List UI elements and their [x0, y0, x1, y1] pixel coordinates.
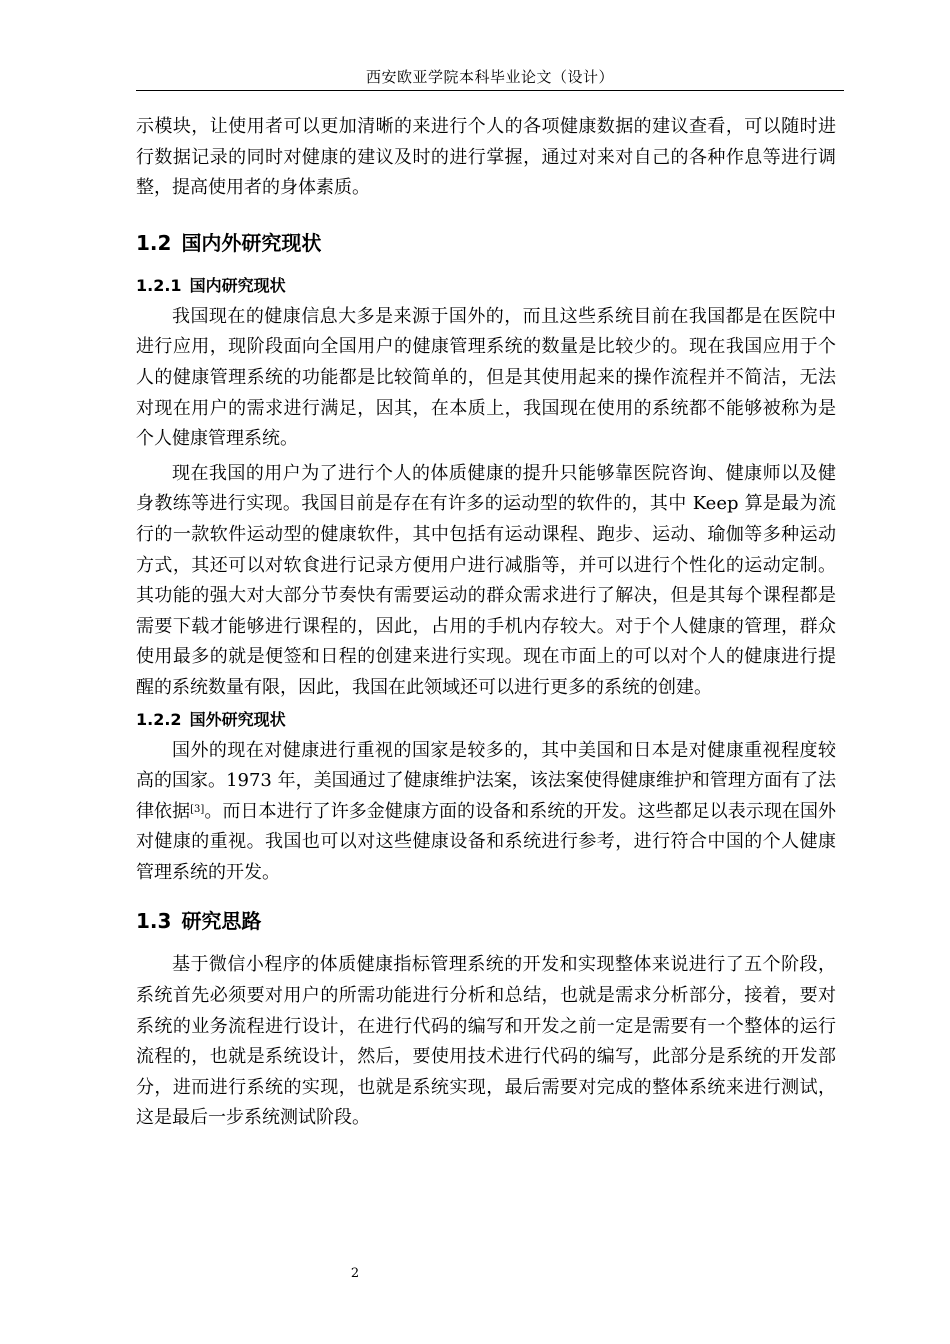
foreign-research-text-a: 国外的现在对健康进行重视的国家是较多的，其中美国和日本是对健康重视程度较高的国家。1973 年，美国通过了健康维护法案，该法案使得健康维护和管理方面有了法律依据 [136, 739, 836, 822]
domestic-research-paragraph-1: 我国现在的健康信息大多是来源于国外的，而且这些系统目前在我国都是在医院中进行应用，现阶段面向全国用户的健康管理系统的数量是比较少的。现在我国应用于个人的健康管理系统的功能都是比较简单的，但是其使用起来的操作流程并不简洁，无法对现在用户的需求进行满足，因其，在本质上，我国现在使用的系统都不能够被称为是个人健康管理系统。 [136, 305, 836, 450]
subsection-number: 1.2.1 [136, 275, 182, 295]
page-number: 2 [350, 1266, 360, 1281]
domestic-research-paragraph-2: 现在我国的用户为了进行个人的体质健康的提升只能够靠医院咨询、健康师以及健身教练等进行实现。我国目前是存在有许多的运动型的软件的，其中 Keep 算是最为流行的一款软件运动型的健康软件，其中包括有运动课程、跑步、运动、瑜伽等多种运动方式，其还可以对软食进行记录方便用户进行减脂等，并可以进行个性化的运动定制。其功能的强大对大部分节奏快有需要运动的群众需求进行了解决，但是其每个课程都是需要下载才能够进行课程的，因此，占用的手机内存较大。对于个人健康的管理，群众使用最多的就是便签和日程的创建来进行实现。现在市面上的可以对个人的健康进行提醒的系统数量有限，因此，我国在此领域还可以进行更多的系统的创建。 [136, 462, 836, 698]
section-heading-1-2 [136, 228, 836, 258]
section-number: 1.2 [136, 230, 172, 255]
citation-reference: [3] [190, 803, 205, 815]
foreign-research-text-b: 。而日本进行了许多金健康方面的设备和系统的开发。这些都足以表示现在国外对健康的重视。我国也可以对这些健康设备和系统进行参考，进行符合中国的个人健康管理系统的开发。 [136, 800, 837, 883]
header-rule [136, 90, 844, 91]
subsection-title: 国外研究现状 [189, 709, 286, 729]
subsection-title: 国内研究现状 [189, 275, 286, 295]
section-title: 研究思路 [181, 909, 262, 934]
intro-continuation-paragraph: 示模块，让使用者可以更加清晰的来进行个人的各项健康数据的建议查看，可以随时进行数据记录的同时对健康的建议及时的进行掌握，通过对来对自己的各种作息等进行调整，提高使用者的身体素质。 [136, 116, 836, 199]
section-heading-1-3 [136, 906, 836, 936]
section-title: 国内外研究现状 [181, 230, 322, 255]
section-number: 1.3 [136, 909, 172, 934]
page-header: 西安欧亚学院本科毕业论文（设计） [365, 68, 614, 86]
research-approach-paragraph: 基于微信小程序的体质健康指标管理系统的开发和实现整体来说进行了五个阶段，系统首先必须要对用户的所需功能进行分析和总结，也就是需求分析部分，接着，要对系统的业务流程进行设计，在进行代码的编写和开发之前一定是需要有一个整体的运行流程的，也就是系统设计，然后，要使用技术进行代码的编写，此部分是系统的开发部分，进而进行系统的实现，也就是系统实现，最后需要对完成的整体系统来进行测试，这是最后一步系统测试阶段。 [136, 954, 836, 1129]
page-body [136, 112, 836, 1134]
subsection-heading-1-2-1 [136, 272, 836, 300]
foreign-research-paragraph [136, 736, 836, 889]
subsection-heading-1-2-2 [136, 706, 836, 734]
subsection-number: 1.2.2 [136, 709, 182, 729]
